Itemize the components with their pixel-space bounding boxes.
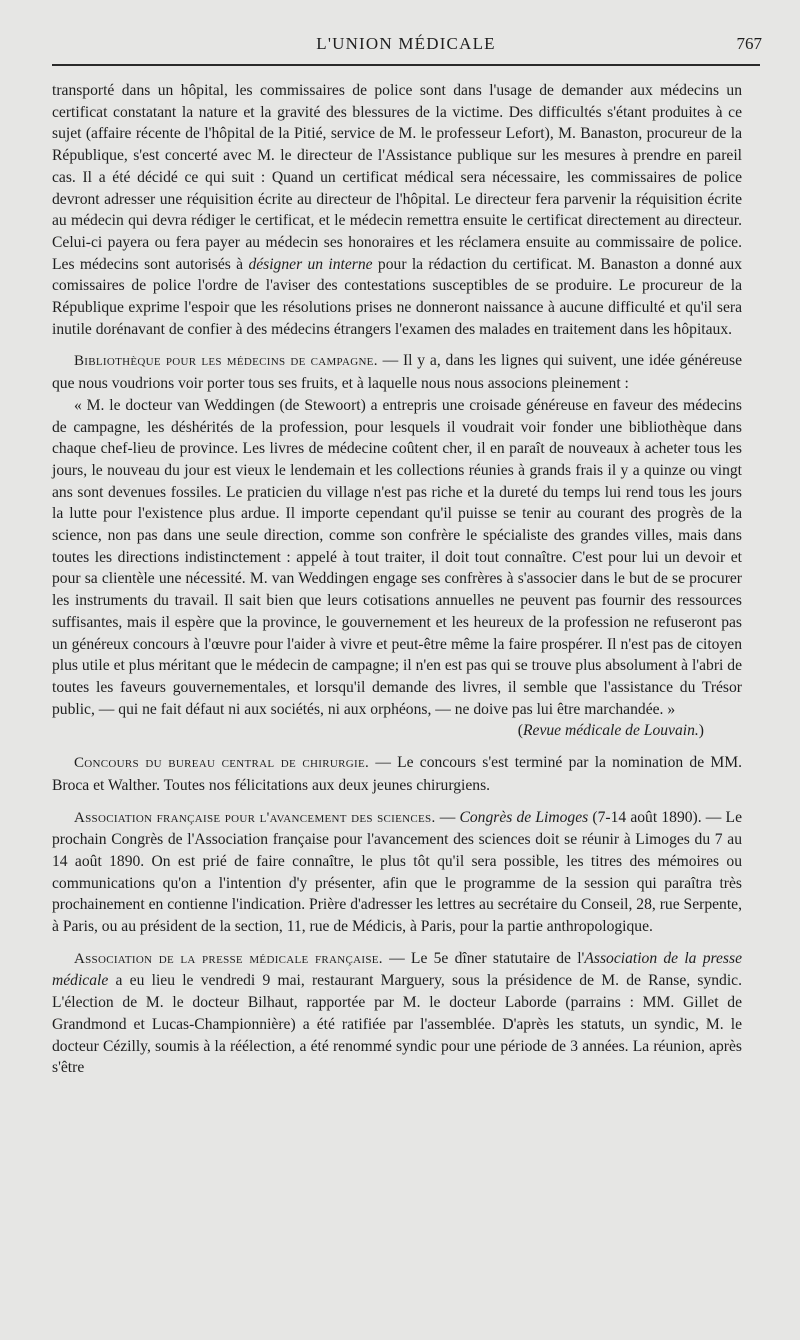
quotation-source: (Revue médicale de Louvain.)	[517, 722, 704, 740]
paragraph-bibliotheque: Bibliothèque pour les médecins de campagne. — Il y a, dans les lignes qui suivent, une idée généreuse que nous voudrions voir porter tous ses fruits, et à laquelle nous nous associons pleinement :	[52, 352, 743, 393]
header-rule	[52, 64, 760, 66]
section-heading: Bibliothèque pour les médecins de campagne.	[74, 353, 378, 370]
paragraph-quotation: « M. le docteur van Weddingen (de Stewoort) a entrepris une croisade généreuse en faveur des médecins de campagne, les déshérités de la profession, pour lesquels il voudrait voir fonder une bibliothèque dans chaque chef-lieu de province. Les livres de médecine coûtent cher, il en paraît de nouveaux à acheter tous les jours, le nouveau du jour est vieux le lendemain et les collections réunies à grands frais il y a quinze ou vingt ans sont devenues fossiles. Le praticien du village n'est pas riche et la dureté du temps lui rend tous les jours la lutte pour l'existence plus ardue. Il importe cependant qu'il puisse se tenir au courant des progrès de la science, non pas dans une seule direction, comme son confrère le spécialiste des grandes villes, mais dans toutes les directions indistinctement : appelé à tout traiter, il doit tout connaître. C'est pour lui un devoir et pour sa clientèle une nécessité. M. van Weddingen engage ses confrères à s'associer dans le but de se procurer les instruments du travail. Il sait bien que leurs cotisations annuelles ne peuvent pas fournir des ressources suffisantes, mais il espère que la province, le gouvernement et les heureux de la profession ne refuseront pas un généreux concours à l'œuvre pour l'aider à vivre et peut-être même la faire prospérer. Il n'est pas de citoyen plus utile et plus méritant que le médecin de campagne; il n'en est pas qui se trouve plus absolument à l'abri de toutes les faveurs gouvernementales, et lorsqu'il demande des livres, il semble que l'assistance du Trésor public, — qui ne fait défaut ni aux sociétés, ni aux orphéons, — ne doive pas lui être marchandée. »	[52, 396, 742, 718]
page-header	[50, 34, 762, 60]
paragraph-presse-medicale: Association de la presse médicale française. — Le 5e dîner statutaire de l'Association de la presse médicale a eu lieu le vendredi 9 mai, restaurant Marguery, sous la présidence de M. de Ranse, syndic. L'élection de M. le docteur Bilhaut, rapportée par M. le docteur Laborde (parrains : MM. Gillet de Grandmond et Lucas-Championnière) a été ratifiée par l'assemblée. D'après les statuts, un syndic, M. le docteur Cézilly, soumis à la réélection, a été renommé syndic pour une période de 3 années. La réunion, après s'être	[52, 949, 742, 1077]
page-number: 767	[736, 34, 762, 53]
paragraph-concours: Concours du bureau central de chirurgie. — Le concours s'est terminé par la nomination de MM. Broca et Walther. Toutes nos félicitations aux deux jeunes chirurgiens.	[52, 754, 742, 794]
section-heading: Association de la presse médicale française.	[74, 950, 383, 967]
paragraph-association-francaise: Association française pour l'avancement des sciences. — Congrès de Limoges (7-14 août 1890). — Le prochain Congrès de l'Association française pour l'avancement des sciences doit se réunir à Limoges du 7 au 14 août 1890. On est prié de faire connaître, le plus tôt qu'il sera possible, les titres des mémoires ou communications qu'on a l'intention d'y présenter, afin que le programme de la session qui paraîtra très prochainement en contienne l'indication. Prière d'adresser les lettres au secrétaire du Conseil, 28, rue Serpente, à Paris, ou au président de la section, 11, rue de Médicis, à Paris, pour la partie anthropologique.	[52, 808, 743, 936]
article-body	[52, 80, 742, 1079]
section-heading: Concours du bureau central de chirurgie.	[74, 755, 370, 772]
running-head: L'UNION MÉDICALE	[316, 34, 496, 53]
section-heading: Association française pour l'avancement des sciences.	[74, 809, 436, 826]
paragraph-certificats: transporté dans un hôpital, les commissaires de police sont dans l'usage de demander aux médecins un certificat constatant la nature et la gravité des blessures de la victime. Des difficultés s'étant produites à ce sujet (affaire récente de l'hôpital de la Pitié, service de M. le professeur Lefort), M. Banaston, procureur de la République, s'est concerté avec M. le directeur de l'Assistance publique sur les mesures à prendre en pareil cas. Il a été décidé ce qui suit : Quand un certificat médical sera nécessaire, les commissaires de police devront adresser une réquisition écrite au directeur de l'hôpital. Le directeur fera parvenir la réquisition écrite au médecin qui devra rédiger le certificat, et le médecin remettra ensuite le certificat directement au directeur. Celui-ci payera ou fera payer au médecin ses honoraires et les réclamera ensuite au commissaire de police. Les médecins sont autorisés à désigner un interne pour la rédaction du certificat. M. Banaston a donné aux comissaires de police l'ordre de l'aviser des contestations susceptibles de se produire. Le procureur de la République exprime l'espoir que les résolutions prises ne donneront naissance à aucune difficulté et qu'il sera inutile dorénavant de confier à des médecins étrangers l'examen des malades en traitement dans les hôpitaux.	[52, 82, 743, 338]
